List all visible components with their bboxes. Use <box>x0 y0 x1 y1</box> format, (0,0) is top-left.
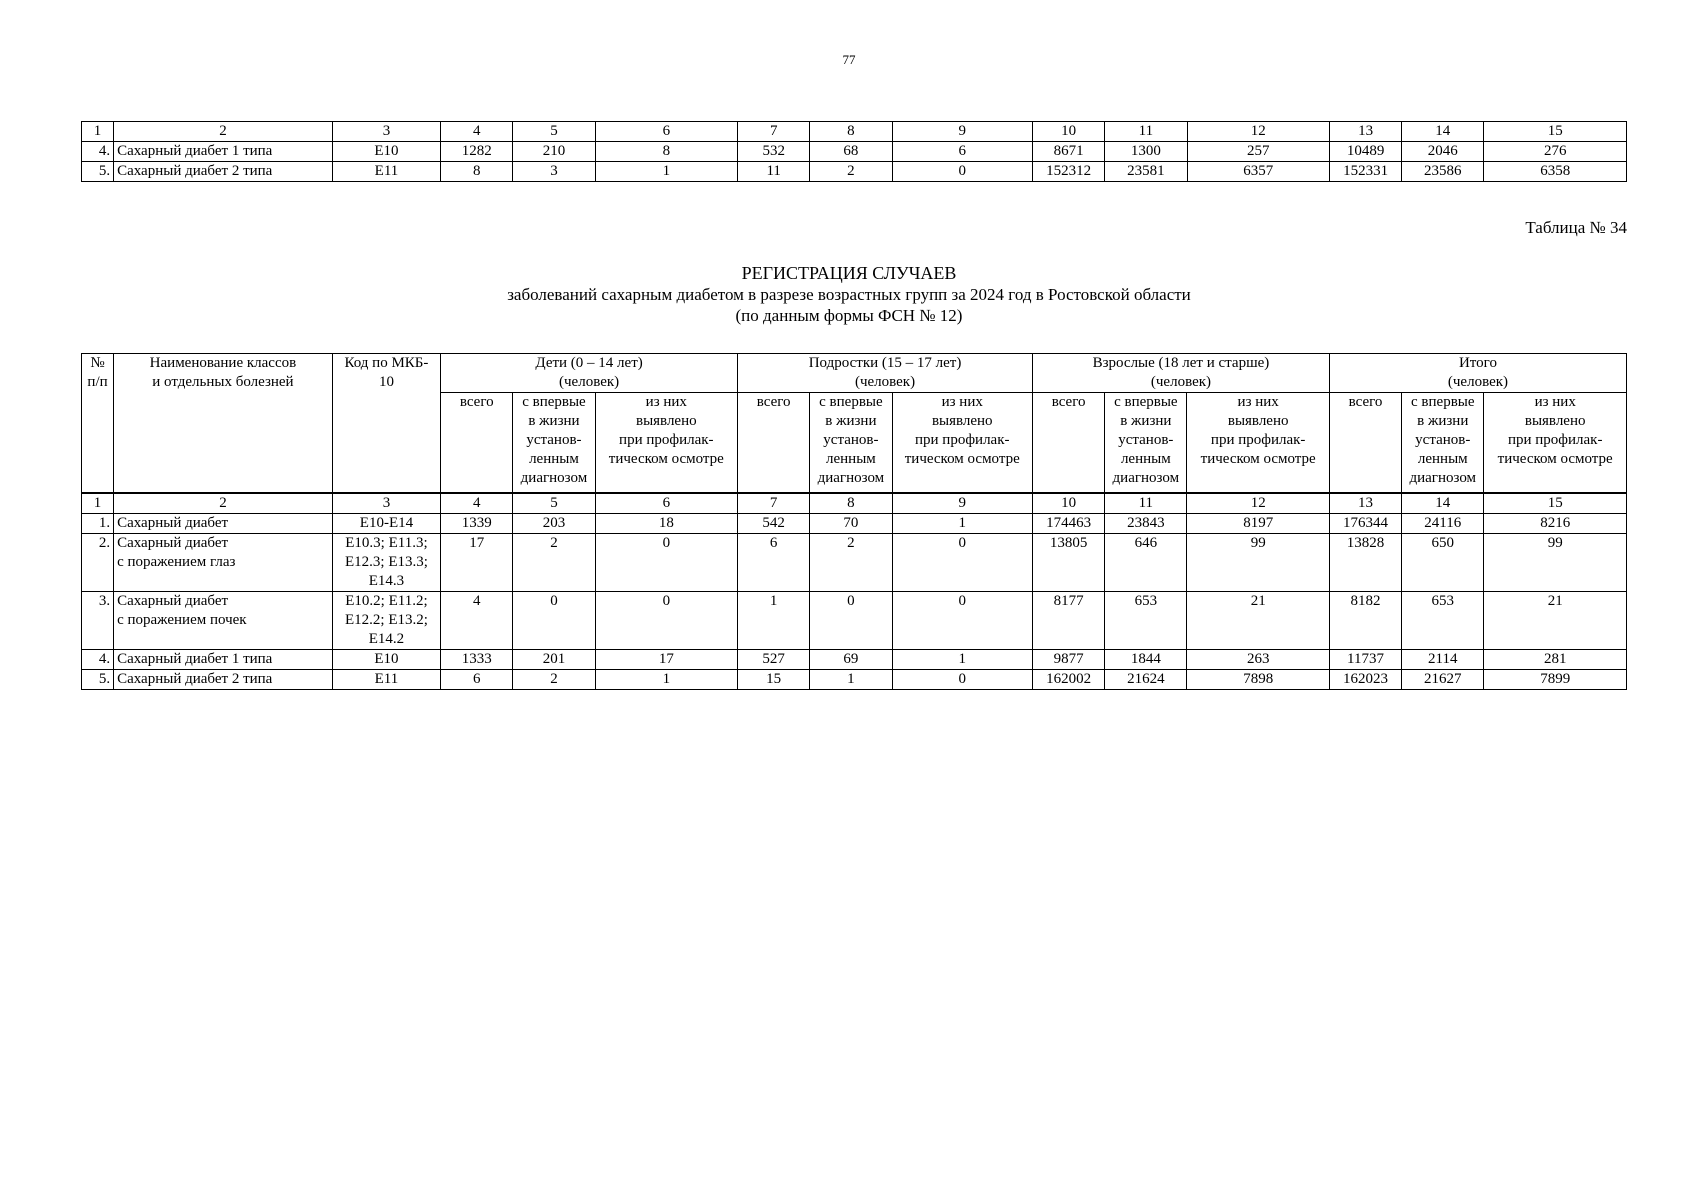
icd-code: E10-E14 <box>332 513 440 533</box>
column-number: 5 <box>513 122 595 142</box>
cell-value: 653 <box>1402 591 1484 649</box>
row-number: 5. <box>82 162 114 182</box>
column-number: 8 <box>810 122 892 142</box>
cell-value: 532 <box>738 142 810 162</box>
title-line-1: РЕГИСТРАЦИЯ СЛУЧАЕВ <box>741 263 957 283</box>
cell-value: 203 <box>513 513 595 533</box>
column-number: 12 <box>1187 493 1329 514</box>
cell-value: 6357 <box>1187 162 1329 182</box>
cell-value: 1 <box>738 591 810 649</box>
column-number: 14 <box>1402 493 1484 514</box>
row-number: 1. <box>82 513 114 533</box>
cell-value: 8 <box>441 162 513 182</box>
cell-value: 6 <box>892 142 1032 162</box>
column-number: 15 <box>1484 493 1627 514</box>
subheader-total: всего <box>1032 393 1104 493</box>
icd-code: E10 <box>332 649 440 669</box>
cell-value: 8671 <box>1033 142 1105 162</box>
column-number: 8 <box>810 493 892 514</box>
table-title <box>0 263 1698 326</box>
icd-code: E11 <box>332 669 440 689</box>
cell-value: 201 <box>513 649 595 669</box>
cell-value: 276 <box>1484 142 1627 162</box>
cell-value: 17 <box>595 649 737 669</box>
cell-value: 0 <box>595 591 737 649</box>
column-number: 6 <box>595 122 737 142</box>
cell-value: 0 <box>892 533 1032 591</box>
cell-value: 0 <box>892 669 1032 689</box>
column-number: 4 <box>441 122 513 142</box>
subheader-total: всего <box>441 393 513 493</box>
cell-value: 6 <box>738 533 810 591</box>
cell-value: 1844 <box>1105 649 1187 669</box>
row-number: 2. <box>82 533 114 591</box>
cell-value: 69 <box>810 649 892 669</box>
cell-value: 23843 <box>1105 513 1187 533</box>
cell-value: 21624 <box>1105 669 1187 689</box>
cell-value: 13805 <box>1032 533 1104 591</box>
header-row-groups <box>82 354 1627 393</box>
cell-value: 174463 <box>1032 513 1104 533</box>
cell-value: 13828 <box>1329 533 1401 591</box>
cell-value: 8197 <box>1187 513 1329 533</box>
table-row <box>82 591 1627 649</box>
subheader-total: всего <box>738 393 810 493</box>
column-number: 2 <box>114 122 333 142</box>
cell-value: 1 <box>892 513 1032 533</box>
header-name: Наименование классов и отдельных болезней <box>114 354 333 493</box>
continuation-table <box>81 121 1627 182</box>
cell-value: 2046 <box>1402 142 1484 162</box>
cell-value: 2114 <box>1402 649 1484 669</box>
cell-value: 210 <box>513 142 595 162</box>
cell-value: 1300 <box>1105 142 1187 162</box>
cell-value: 23581 <box>1105 162 1187 182</box>
cell-value: 653 <box>1105 591 1187 649</box>
cell-value: 21 <box>1484 591 1627 649</box>
header-code: Код по МКБ- 10 <box>332 354 440 493</box>
cell-value: 1 <box>595 669 737 689</box>
table-row <box>82 513 1627 533</box>
title-line-2: заболеваний сахарным диабетом в разрезе возрастных групп за 2024 год в Ростовской области <box>507 285 1191 304</box>
table-row <box>82 533 1627 591</box>
column-number: 14 <box>1402 122 1484 142</box>
table-row <box>82 669 1627 689</box>
subheader-first-diagnosis: с впервые в жизни установ- ленным диагнозом <box>1402 393 1484 493</box>
column-number: 7 <box>738 493 810 514</box>
cell-value: 0 <box>810 591 892 649</box>
cell-value: 2 <box>513 533 595 591</box>
column-number: 2 <box>114 493 333 514</box>
column-number: 6 <box>595 493 737 514</box>
subheader-first-diagnosis: с впервые в жизни установ- ленным диагнозом <box>513 393 595 493</box>
cell-value: 2 <box>810 162 892 182</box>
title-line-3: (по данным формы ФСН № 12) <box>735 306 963 325</box>
cell-value: 1 <box>892 649 1032 669</box>
cell-value: 162023 <box>1329 669 1401 689</box>
cell-value: 21 <box>1187 591 1329 649</box>
column-number-row <box>82 122 1627 142</box>
cell-value: 7898 <box>1187 669 1329 689</box>
column-number: 9 <box>892 122 1032 142</box>
cell-value: 11737 <box>1329 649 1401 669</box>
cell-value: 152331 <box>1329 162 1401 182</box>
subheader-preventive: из них выявлено при профилак- тическом осмотре <box>892 393 1032 493</box>
table-row <box>82 649 1627 669</box>
subheader-preventive: из них выявлено при профилак- тическом осмотре <box>1187 393 1329 493</box>
cell-value: 257 <box>1187 142 1329 162</box>
column-number: 7 <box>738 122 810 142</box>
disease-name: Сахарный диабет <box>114 513 333 533</box>
cell-value: 0 <box>513 591 595 649</box>
column-number: 3 <box>332 493 440 514</box>
subheader-total: всего <box>1329 393 1401 493</box>
cell-value: 68 <box>810 142 892 162</box>
subheader-preventive: из них выявлено при профилак- тическом осмотре <box>595 393 737 493</box>
header-group-total: Итого (человек) <box>1329 354 1626 393</box>
cell-value: 10489 <box>1329 142 1401 162</box>
table-label: Таблица № 34 <box>1525 218 1627 237</box>
subheader-first-diagnosis: с впервые в жизни установ- ленным диагнозом <box>1105 393 1187 493</box>
cell-value: 6 <box>441 669 513 689</box>
cell-value: 527 <box>738 649 810 669</box>
disease-name: Сахарный диабет 2 типа <box>114 162 333 182</box>
cell-value: 1282 <box>441 142 513 162</box>
cell-value: 542 <box>738 513 810 533</box>
cell-value: 1339 <box>441 513 513 533</box>
cell-value: 6358 <box>1484 162 1627 182</box>
icd-code: E11 <box>332 162 440 182</box>
cell-value: 23586 <box>1402 162 1484 182</box>
page-number: 77 <box>842 52 856 67</box>
column-number: 12 <box>1187 122 1329 142</box>
icd-code: E10 <box>332 142 440 162</box>
column-number: 1 <box>82 122 114 142</box>
cell-value: 1 <box>595 162 737 182</box>
disease-name: Сахарный диабет 2 типа <box>114 669 333 689</box>
disease-name: Сахарный диабет с поражением глаз <box>114 533 333 591</box>
cell-value: 7899 <box>1484 669 1627 689</box>
cell-value: 8182 <box>1329 591 1401 649</box>
cell-value: 21627 <box>1402 669 1484 689</box>
cell-value: 2 <box>513 669 595 689</box>
cell-value: 99 <box>1484 533 1627 591</box>
cell-value: 0 <box>892 162 1032 182</box>
column-number: 1 <box>82 493 114 514</box>
row-number: 5. <box>82 669 114 689</box>
cell-value: 0 <box>892 591 1032 649</box>
cell-value: 281 <box>1484 649 1627 669</box>
column-number: 5 <box>513 493 595 514</box>
column-number: 9 <box>892 493 1032 514</box>
column-number: 4 <box>441 493 513 514</box>
disease-name: Сахарный диабет 1 типа <box>114 649 333 669</box>
icd-code: E10.3; E11.3; E12.3; E13.3; E14.3 <box>332 533 440 591</box>
cell-value: 8 <box>595 142 737 162</box>
cell-value: 650 <box>1402 533 1484 591</box>
cell-value: 646 <box>1105 533 1187 591</box>
cell-value: 0 <box>595 533 737 591</box>
table-row <box>82 162 1627 182</box>
column-number: 11 <box>1105 493 1187 514</box>
cell-value: 4 <box>441 591 513 649</box>
cell-value: 18 <box>595 513 737 533</box>
column-number: 13 <box>1329 493 1401 514</box>
row-number: 4. <box>82 142 114 162</box>
header-group-adults: Взрослые (18 лет и старше) (человек) <box>1032 354 1329 393</box>
cell-value: 2 <box>810 533 892 591</box>
cell-value: 99 <box>1187 533 1329 591</box>
cell-value: 1 <box>810 669 892 689</box>
cell-value: 176344 <box>1329 513 1401 533</box>
cell-value: 3 <box>513 162 595 182</box>
subheader-first-diagnosis: с впервые в жизни установ- ленным диагнозом <box>810 393 892 493</box>
cell-value: 8177 <box>1032 591 1104 649</box>
cell-value: 24116 <box>1402 513 1484 533</box>
header-group-children: Дети (0 – 14 лет) (человек) <box>441 354 738 393</box>
cell-value: 15 <box>738 669 810 689</box>
header-no: № п/п <box>82 354 114 493</box>
table-row <box>82 142 1627 162</box>
icd-code: E10.2; E11.2; E12.2; E13.2; E14.2 <box>332 591 440 649</box>
cell-value: 11 <box>738 162 810 182</box>
column-number-row <box>82 493 1627 514</box>
diabetes-registration-table <box>81 353 1627 690</box>
column-number: 10 <box>1032 493 1104 514</box>
cell-value: 162002 <box>1032 669 1104 689</box>
column-number: 13 <box>1329 122 1401 142</box>
column-number: 3 <box>332 122 440 142</box>
cell-value: 263 <box>1187 649 1329 669</box>
cell-value: 70 <box>810 513 892 533</box>
cell-value: 1333 <box>441 649 513 669</box>
cell-value: 8216 <box>1484 513 1627 533</box>
disease-name: Сахарный диабет с поражением почек <box>114 591 333 649</box>
column-number: 11 <box>1105 122 1187 142</box>
header-group-teens: Подростки (15 – 17 лет) (человек) <box>738 354 1033 393</box>
column-number: 10 <box>1033 122 1105 142</box>
cell-value: 17 <box>441 533 513 591</box>
cell-value: 152312 <box>1033 162 1105 182</box>
disease-name: Сахарный диабет 1 типа <box>114 142 333 162</box>
column-number: 15 <box>1484 122 1627 142</box>
row-number: 3. <box>82 591 114 649</box>
row-number: 4. <box>82 649 114 669</box>
cell-value: 9877 <box>1032 649 1104 669</box>
subheader-preventive: из них выявлено при профилак- тическом осмотре <box>1484 393 1627 493</box>
